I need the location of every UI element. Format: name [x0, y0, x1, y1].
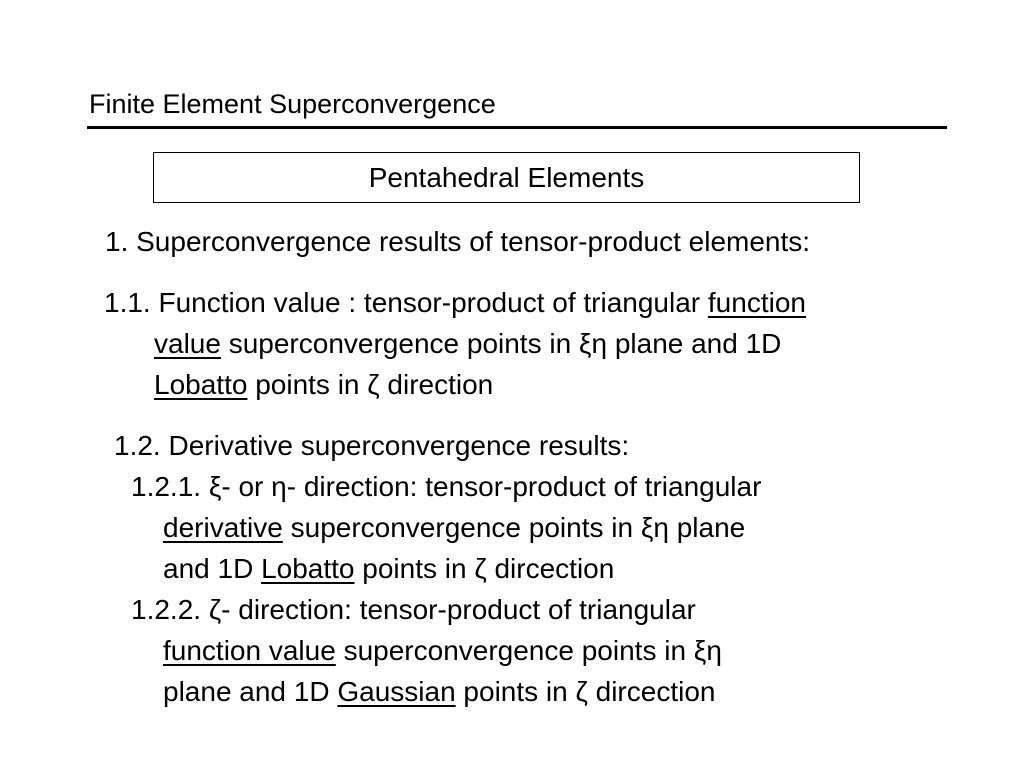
item-1-2-heading: 1.2. Derivative superconvergence results: — [114, 430, 630, 461]
term-function-value-underlined: function value — [163, 635, 336, 666]
term-function-underlined: function — [707, 287, 806, 318]
slide-title: Finite Element Superconvergence — [89, 89, 496, 119]
item-1-1-line-2 — [154, 323, 781, 364]
item-1: 1. Superconvergence results of tensor-product elements: — [105, 226, 811, 257]
item-1-1-line-1 — [104, 282, 806, 323]
item-1-2-1-text: and 1D — [163, 553, 262, 584]
item-1-2-1-text: superconvergence points in ξη plane — [282, 512, 746, 543]
item-1-1-text: superconvergence points in ξη plane and 1D — [220, 328, 782, 359]
item-1-2-1-line-1: 1.2.1. ξ- or η- direction: tensor-product of triangular — [131, 471, 762, 502]
item-1-1-line-3 — [154, 364, 493, 405]
item-1-2-2-text: points in ζ dircection — [455, 676, 716, 707]
term-gaussian-underlined: Gaussian — [337, 676, 456, 707]
term-value-underlined: value — [154, 328, 221, 359]
item-1-2-2-line-3 — [163, 671, 715, 712]
term-lobatto-underlined: Lobatto — [154, 369, 248, 400]
item-1-2-2-text: plane and 1D — [163, 676, 338, 707]
item-1-2-1-text: points in ζ dircection — [354, 553, 615, 584]
item-1-1-text: points in ζ direction — [247, 369, 494, 400]
term-lobatto-underlined: Lobatto — [261, 553, 355, 584]
item-1-2-2-line-1: 1.2.2. ζ- direction: tensor-product of triangular — [131, 594, 696, 625]
item-1-2-2-text: superconvergence points in ξη — [335, 635, 722, 666]
item-1-2-2-line-2 — [163, 630, 722, 671]
item-1-2-1-line-2 — [163, 507, 745, 548]
title-underline-rule — [87, 126, 947, 129]
subtitle-box — [153, 152, 860, 203]
item-1-2-1-line-3 — [163, 548, 614, 589]
item-1-1-text: 1.1. Function value : tensor-product of triangular — [104, 287, 708, 318]
term-derivative-underlined: derivative — [163, 512, 283, 543]
subtitle-text: Pentahedral Elements — [368, 161, 645, 193]
